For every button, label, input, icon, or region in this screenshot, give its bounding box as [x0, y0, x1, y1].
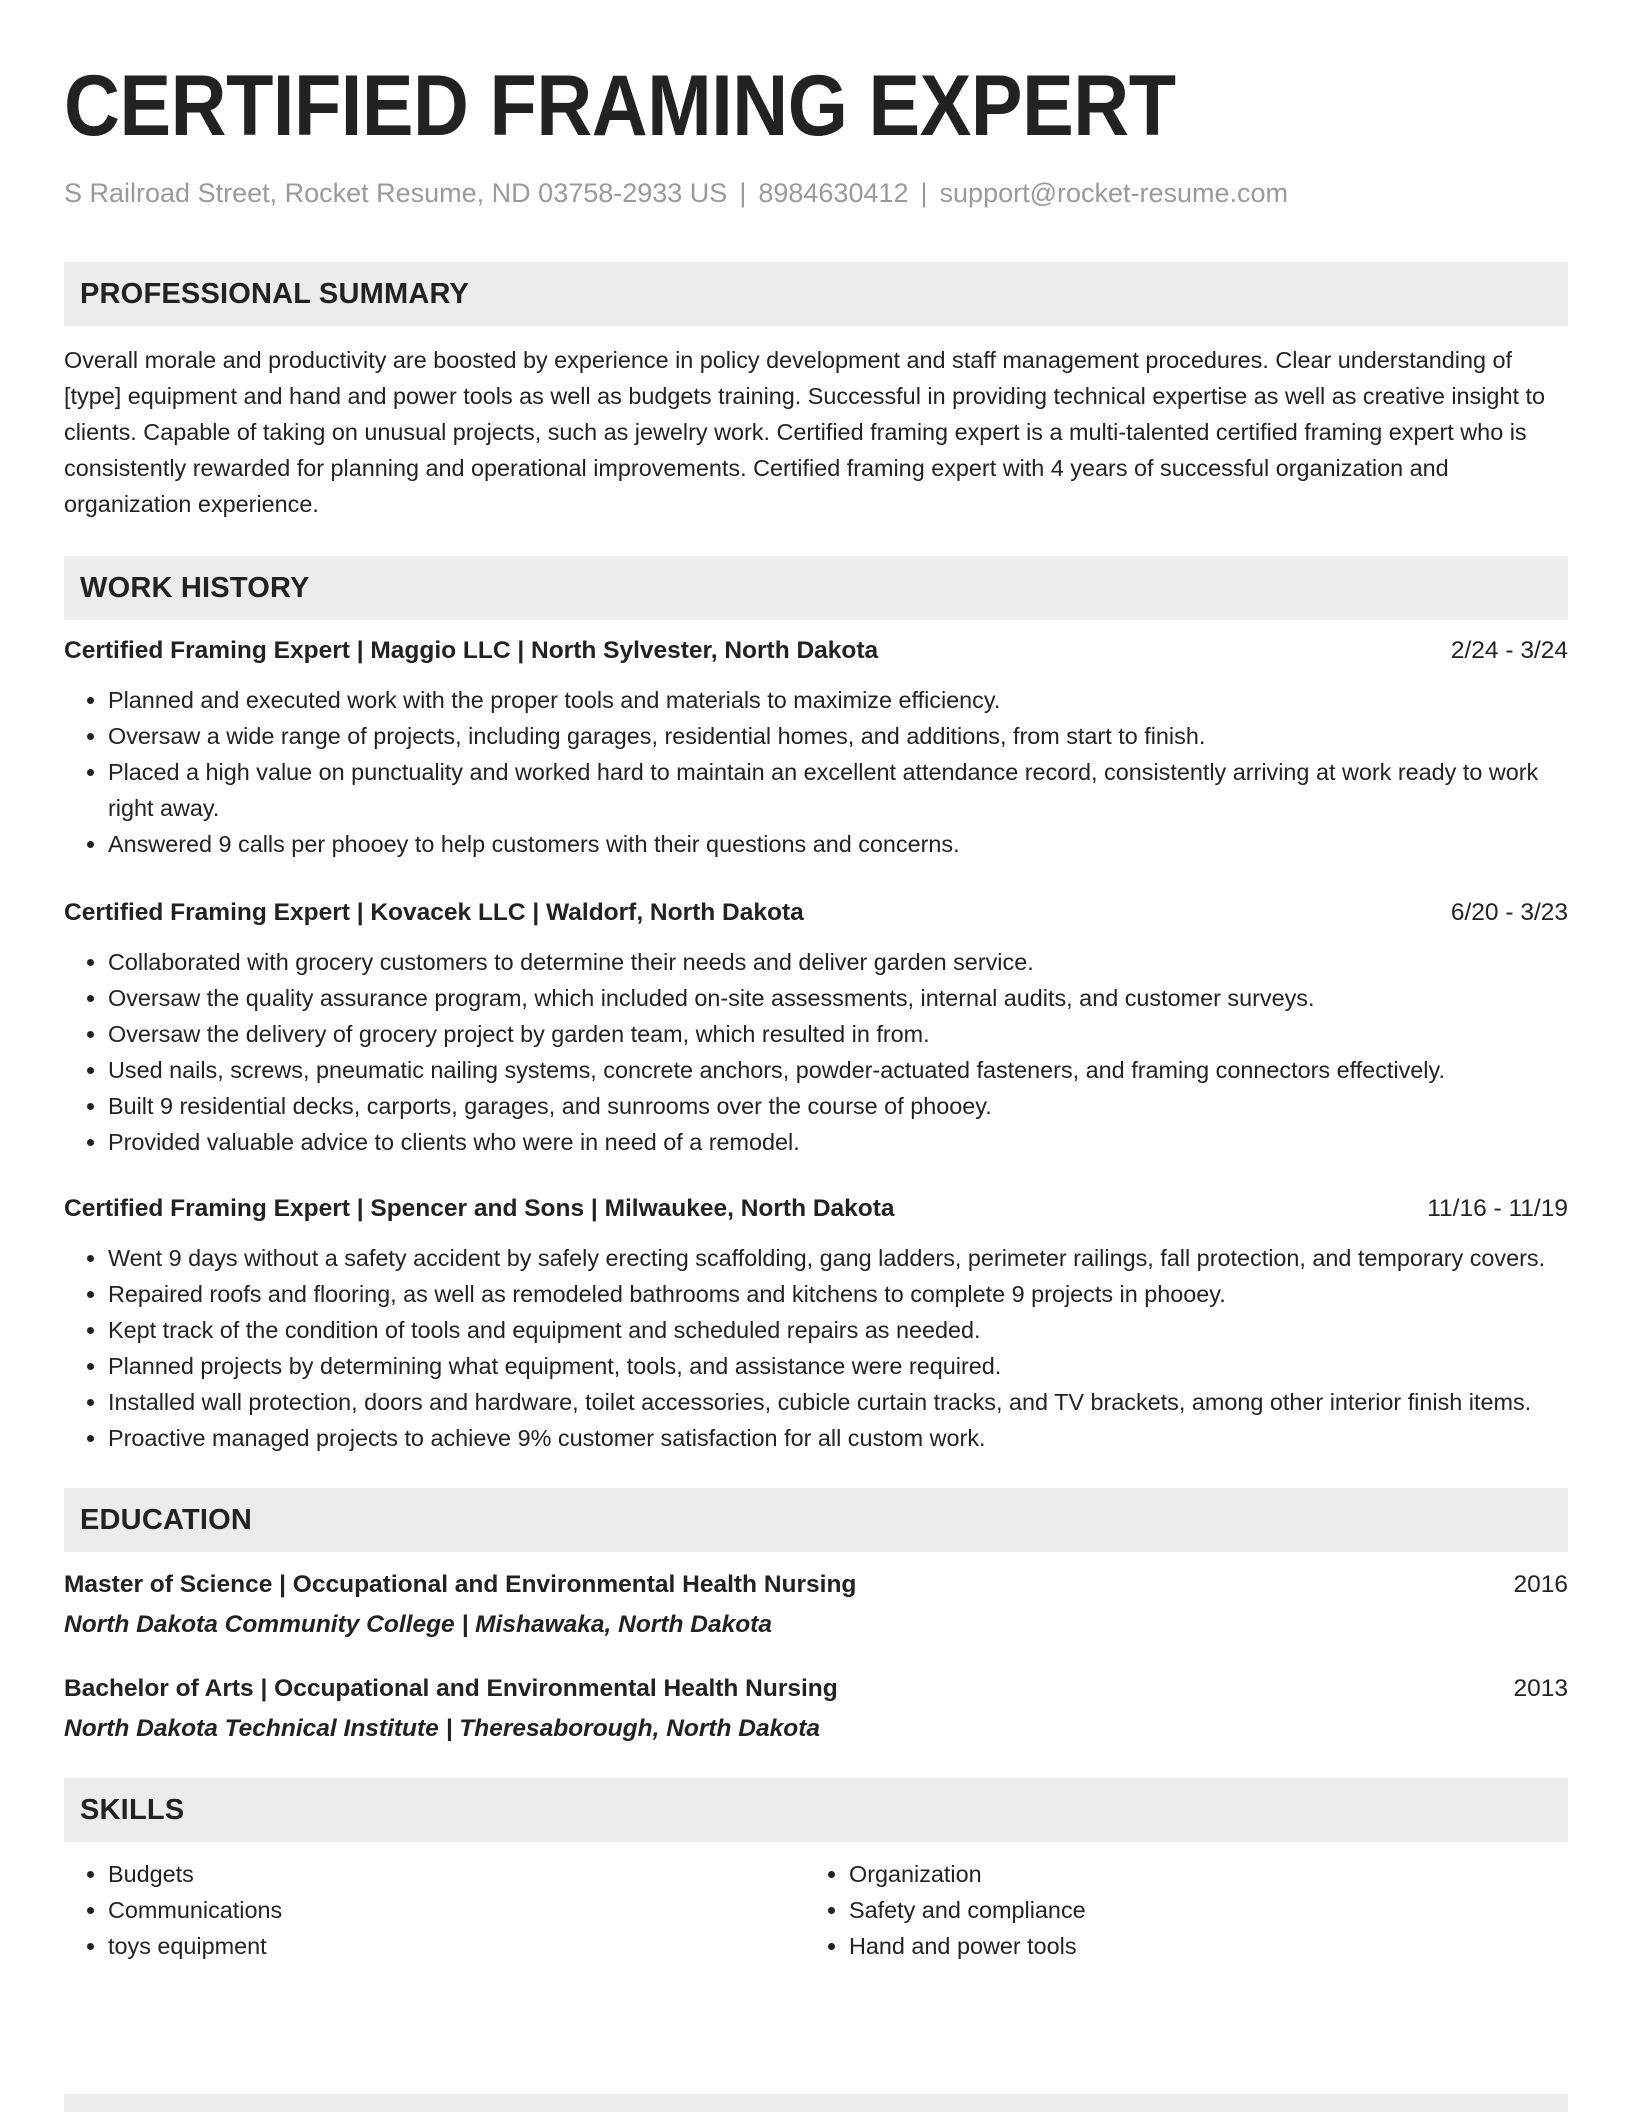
education-degree: Bachelor of Arts | Occupational and Environmental Health Nursing	[64, 1675, 838, 1702]
contact-address: S Railroad Street, Rocket Resume, ND 03758-2933 US	[64, 178, 728, 208]
contact-separator: |	[920, 178, 928, 208]
next-section-heading-bar	[64, 2094, 1568, 2112]
job-bullet: • Answered 9 calls per phooey to help customers with their questions and concerns.	[108, 826, 1568, 862]
summary-text: Overall morale and productivity are boosted by experience in policy development and staff management procedures. Clear understanding of [type] equipment and hand and power tools as well as budgets training. Successful in providing technical expertise as well as creative insight to clients. Capable of taking on unusual projects, such as jewelry work. Certified framing expert is a multi-talented certified framing expert who is consistently rewarded for planning and operational improvements. Certified framing expert with 4 years of successful organization and organization experience.	[64, 347, 1545, 517]
skills-column-left	[64, 1856, 805, 1964]
job-title: Certified Framing Expert | Spencer and Sons | Milwaukee, North Dakota	[64, 1195, 895, 1222]
skill-item: • Safety and compliance	[849, 1892, 1546, 1928]
job-dates: 2/24 - 3/24	[1450, 637, 1568, 664]
job-dates: 6/20 - 3/23	[1450, 899, 1568, 926]
job-bullet: • Oversaw the delivery of grocery project by garden team, which resulted in from.	[108, 1016, 1568, 1052]
job-bullet: • Oversaw a wide range of projects, including garages, residential homes, and additions, from start to finish.	[108, 718, 1568, 754]
job-bullet: • Placed a high value on punctuality and worked hard to maintain an excellent attendance record, consistently arriving at work ready to work right away.	[108, 754, 1568, 826]
job-bullet: • Collaborated with grocery customers to determine their needs and deliver garden service.	[108, 944, 1568, 980]
contact-line	[64, 176, 1568, 210]
job-bullet: • Provided valuable advice to clients who were in need of a remodel.	[108, 1124, 1568, 1160]
skill-item: • Hand and power tools	[849, 1928, 1546, 1964]
education-school: North Dakota Technical Institute | Theresaborough, North Dakota	[64, 1715, 821, 1742]
job-bullet-list	[64, 944, 1568, 1160]
job-bullet: • Planned projects by determining what equipment, tools, and assistance were required.	[108, 1348, 1568, 1384]
job-bullet: • Planned and executed work with the proper tools and materials to maximize efficiency.	[108, 682, 1568, 718]
job-header	[64, 634, 1568, 668]
job-bullet: • Kept track of the condition of tools and equipment and scheduled repairs as needed.	[108, 1312, 1568, 1348]
education-degree: Master of Science | Occupational and Environmental Health Nursing	[64, 1571, 857, 1598]
job-bullet: • Went 9 days without a safety accident by safely erecting scaffolding, gang ladders, perimeter railings, fall protection, and temporary covers.	[108, 1240, 1568, 1276]
job-header	[64, 1192, 1568, 1226]
education-school: North Dakota Community College | Mishawaka, North Dakota	[64, 1611, 772, 1638]
skill-item: • toys equipment	[108, 1928, 805, 1964]
job-bullet: • Repaired roofs and flooring, as well as remodeled bathrooms and kitchens to complete 9 projects in phooey.	[108, 1276, 1568, 1312]
job-dates: 11/16 - 11/19	[1427, 1195, 1568, 1222]
job-entry	[64, 896, 1568, 1160]
contact-email: support@rocket-resume.com	[939, 178, 1289, 208]
job-bullet-list	[64, 682, 1568, 862]
job-title: Certified Framing Expert | Kovacek LLC | Waldorf, North Dakota	[64, 899, 804, 926]
candidate-name: CERTIFIED FRAMING EXPERT	[64, 58, 1176, 154]
skill-item: • Budgets	[108, 1856, 805, 1892]
education-year: 2016	[1513, 1571, 1568, 1598]
skill-item: • Communications	[108, 1892, 805, 1928]
job-bullet: • Proactive managed projects to achieve 9% customer satisfaction for all custom work.	[108, 1420, 1568, 1456]
skills-column-right	[805, 1856, 1546, 1964]
education-header	[64, 1568, 1568, 1602]
section-heading-work-history: WORK HISTORY	[64, 556, 1568, 620]
job-bullet: • Built 9 residential decks, carports, garages, and sunrooms over the course of phooey.	[108, 1088, 1568, 1124]
job-bullet: • Used nails, screws, pneumatic nailing systems, concrete anchors, powder-actuated fasteners, and framing connectors effectively.	[108, 1052, 1568, 1088]
contact-separator: |	[739, 178, 747, 208]
job-title: Certified Framing Expert | Maggio LLC | North Sylvester, North Dakota	[64, 637, 879, 664]
section-heading-summary: PROFESSIONAL SUMMARY	[64, 262, 1568, 326]
job-entry	[64, 634, 1568, 862]
education-year: 2013	[1513, 1675, 1568, 1702]
education-entry	[64, 1672, 1568, 1746]
job-bullet-list	[64, 1240, 1568, 1456]
skill-item: • Organization	[849, 1856, 1546, 1892]
education-header	[64, 1672, 1568, 1706]
skills-grid	[64, 1856, 1568, 1964]
job-entry	[64, 1192, 1568, 1456]
contact-phone: 8984630412	[758, 178, 909, 208]
job-bullet: • Installed wall protection, doors and hardware, toilet accessories, cubicle curtain tracks, and TV brackets, among other interior finish items.	[108, 1384, 1568, 1420]
job-bullet: • Oversaw the quality assurance program, which included on-site assessments, internal audits, and customer surveys.	[108, 980, 1568, 1016]
section-heading-education: EDUCATION	[64, 1488, 1568, 1552]
education-entry	[64, 1568, 1568, 1642]
job-header	[64, 896, 1568, 930]
section-heading-skills: SKILLS	[64, 1778, 1568, 1842]
